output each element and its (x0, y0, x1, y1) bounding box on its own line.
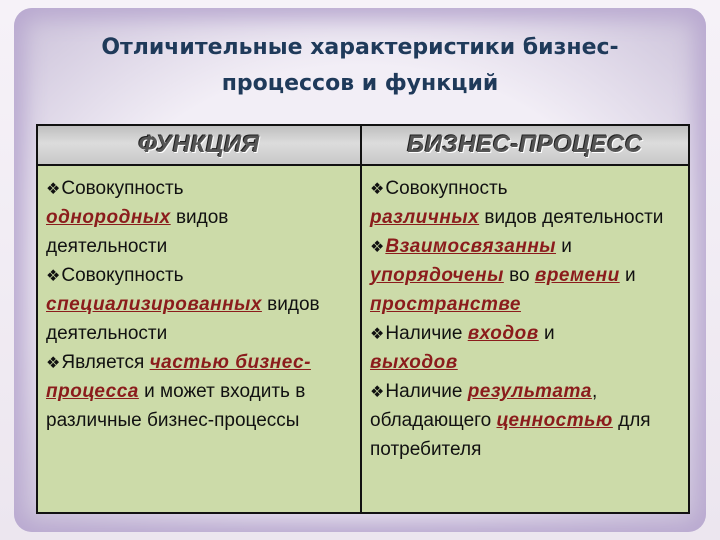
highlight: частью бизнес-процесса (46, 352, 311, 402)
text: Совокупность (61, 265, 184, 286)
function-header: ФУНКЦИЯ (38, 126, 362, 166)
diamond-bullet-icon: ❖ (370, 179, 385, 198)
highlight: времени (534, 265, 620, 286)
text: видов деятельности (46, 294, 320, 344)
text: и (538, 323, 555, 344)
text: Наличие (385, 323, 468, 344)
business-process-header: БИЗНЕС-ПРОЦЕСС (362, 126, 688, 166)
title-line-1: Отличительные характеристики бизнес- (101, 35, 619, 60)
function-cell (38, 166, 362, 512)
text: видов деятельности (46, 207, 229, 257)
highlight: Взаимосвязанны (385, 236, 557, 257)
process-point-3 (370, 319, 680, 377)
highlight: специализированных (46, 294, 262, 315)
text: во (503, 265, 535, 286)
highlight: результата (467, 381, 592, 402)
highlight: однородных (46, 207, 171, 228)
highlight: выходов (370, 352, 458, 373)
text: Наличие (385, 381, 468, 402)
process-point-2 (370, 232, 680, 319)
text: Совокупность (385, 178, 508, 199)
diamond-bullet-icon: ❖ (370, 382, 385, 401)
text: и (619, 265, 636, 286)
process-point-4 (370, 377, 680, 464)
highlight: различных (370, 207, 480, 228)
text: , обладающего (370, 381, 598, 431)
function-point-1 (46, 174, 352, 261)
diamond-bullet-icon: ❖ (370, 237, 385, 256)
text: для потребителя (370, 410, 651, 460)
diamond-bullet-icon: ❖ (46, 266, 61, 285)
slide-title (40, 30, 680, 102)
diamond-bullet-icon: ❖ (370, 324, 385, 343)
diamond-bullet-icon: ❖ (46, 353, 61, 372)
diamond-bullet-icon: ❖ (46, 179, 61, 198)
text: и (556, 236, 572, 257)
highlight: входов (467, 323, 539, 344)
comparison-table (36, 124, 690, 514)
function-point-3 (46, 348, 352, 435)
highlight: пространстве (370, 294, 521, 315)
title-line-2: процессов и функций (221, 71, 499, 96)
text: Является (61, 352, 150, 373)
function-point-2 (46, 261, 352, 348)
text: видов деятельности (479, 207, 664, 228)
text: и может входить в различные бизнес-процессы (46, 381, 306, 431)
highlight: ценностью (496, 410, 613, 431)
highlight: упорядочены (370, 265, 504, 286)
process-point-1 (370, 174, 680, 232)
text: Совокупность (61, 178, 184, 199)
business-process-cell (362, 166, 688, 512)
